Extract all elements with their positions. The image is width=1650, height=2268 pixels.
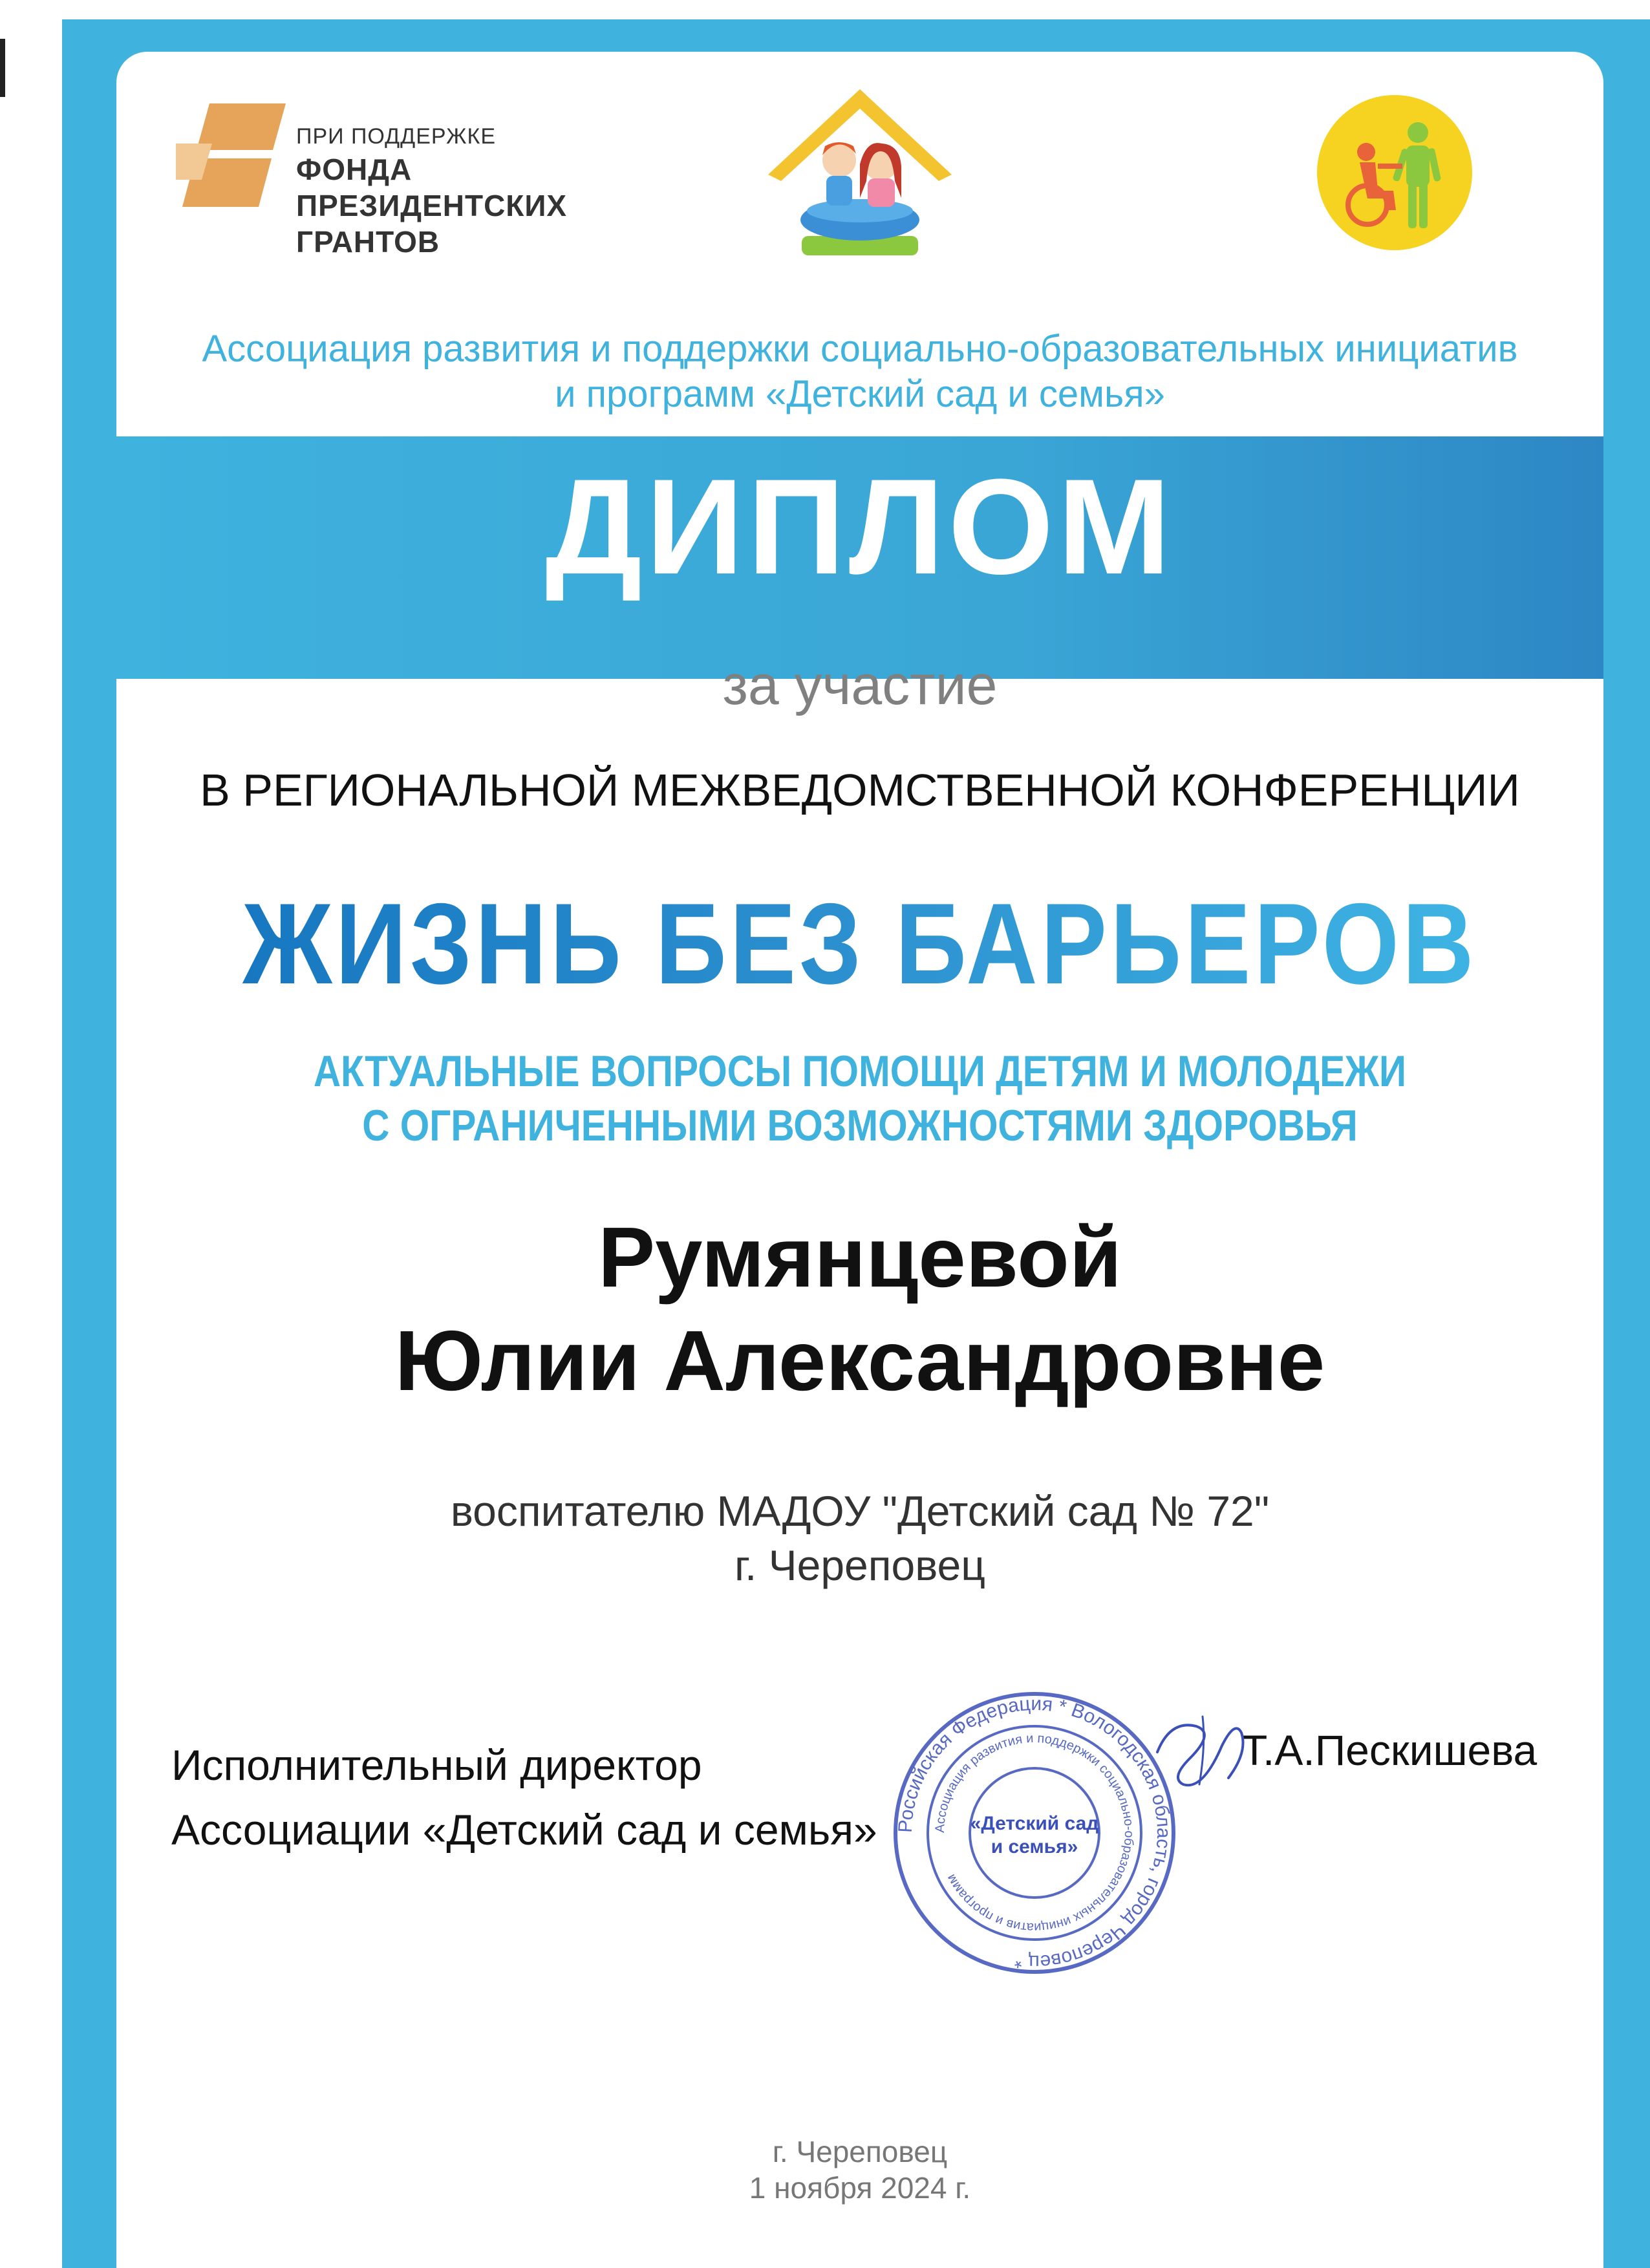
stamp-inner-text: Ассоциация развития и поддержки социально-образовательных инициатив и программ: [932, 1731, 1137, 1935]
issue-date: 1 ноября 2024 г.: [749, 2171, 971, 2205]
grant-fund-line-2: ФОНДА: [296, 153, 412, 186]
conference-name: ЖИЗНЬ БЕЗ БАРЬЕРОВ: [220, 879, 1499, 1009]
association-title: [116, 326, 1603, 417]
issue-place-and-date: [116, 2134, 1603, 2206]
signer-title-line-1: Исполнительный директор: [171, 1741, 702, 1789]
conference-subtitle-line-2: С ОГРАНИЧЕННЫМИ ВОЗМОЖНОСТЯМИ ЗДОРОВЬЯ: [362, 1101, 1358, 1150]
signer-title-line-2: Ассоциации «Детский сад и семья»: [171, 1806, 877, 1854]
signer-name: Т.А.Пескишева: [1241, 1726, 1538, 1774]
recipient-surname: Румянцевой: [598, 1210, 1122, 1305]
association-title-line-1: Ассоциация развития и поддержки социально-образовательных инициатив: [202, 328, 1518, 370]
conference-subtitle: [220, 1044, 1499, 1153]
association-round-stamp: [889, 1687, 1180, 1978]
grant-fund-line-3: ПРЕЗИДЕНТСКИХ: [296, 189, 568, 222]
conference-description: В РЕГИОНАЛЬНОЙ МЕЖВЕДОМСТВЕННОЙ КОНФЕРЕНЦИИ: [200, 765, 1520, 815]
recipient-position-line-1: воспитателю МАДОУ "Детский сад № 72": [450, 1487, 1270, 1535]
stamp-center-line-2: и семья»: [991, 1836, 1078, 1857]
grant-fund-line-4: ГРАНТОВ: [296, 225, 440, 259]
stamp-center-line-1: «Детский сад: [970, 1813, 1099, 1834]
recipient-position-line-2: г. Череповец: [734, 1541, 986, 1589]
recipient-position: [116, 1484, 1603, 1592]
stamp-outer-text: Российская Федерация * Вологодская область, город Череповец *: [894, 1693, 1175, 1973]
issue-city: г. Череповец: [772, 2135, 948, 2168]
for-participation-caption: за участие: [722, 654, 998, 716]
conference-subtitle-line-1: АКТУАЛЬНЫЕ ВОПРОСЫ ПОМОЩИ ДЕТЯМ И МОЛОДЕЖИ: [313, 1047, 1407, 1096]
presidential-grants-fund-logo-icon: [176, 103, 286, 217]
kindergarten-house-logo-icon: [763, 84, 957, 268]
grant-fund-caption: [296, 122, 567, 260]
diploma-title: ДИПЛОМ: [545, 451, 1175, 603]
association-title-line-2: и программ «Детский сад и семья»: [555, 373, 1165, 415]
grant-fund-line-1: ПРИ ПОДДЕРЖКЕ: [296, 124, 497, 149]
wheelchair-and-person-icon: [1316, 94, 1474, 252]
signer-title: [171, 1733, 877, 1862]
recipient-given-names: Юлии Александровне: [394, 1313, 1325, 1408]
recipient-name: [116, 1206, 1603, 1413]
scan-edge-mark: [0, 39, 5, 97]
